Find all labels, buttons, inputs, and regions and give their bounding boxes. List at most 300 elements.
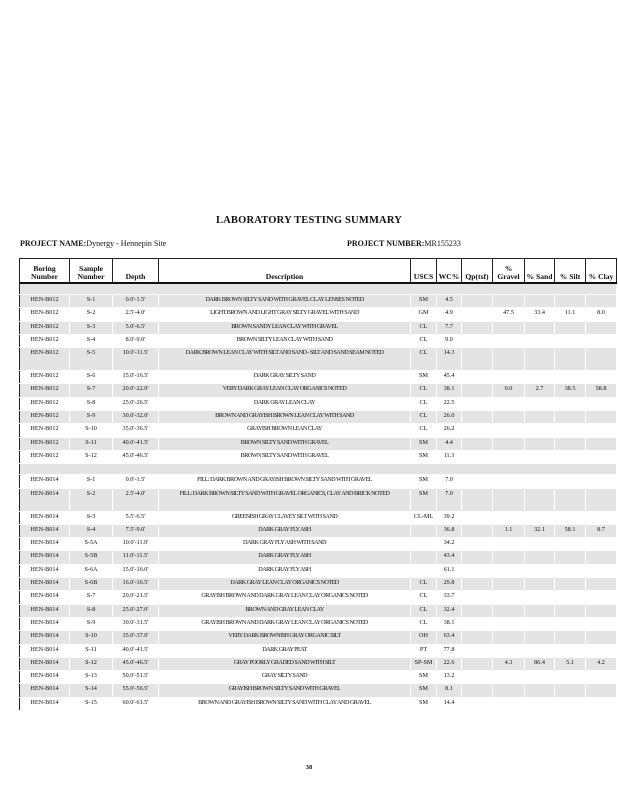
qp-tsf-cell	[462, 334, 493, 347]
clay-pct-cell	[586, 564, 617, 577]
boring-number-cell: HEN-B014	[20, 671, 70, 684]
gravel-pct-cell	[493, 511, 525, 524]
water-content-cell: 4.9	[437, 308, 462, 321]
qp-tsf-cell	[462, 671, 493, 684]
gravel-pct-cell	[493, 488, 525, 511]
water-content-cell: 26.2	[437, 424, 462, 437]
water-content-cell: 33.7	[437, 591, 462, 604]
sample-number-cell: S-2	[70, 308, 113, 321]
clay-pct-cell	[586, 450, 617, 463]
page-number: 38	[305, 764, 313, 771]
clay-pct-cell	[586, 348, 617, 371]
col-header-depth: Depth	[113, 259, 159, 284]
gravel-pct-cell	[493, 411, 525, 424]
uscs-cell: CL	[411, 411, 437, 424]
sample-number-cell: S-10	[70, 424, 113, 437]
sand-pct-cell	[525, 591, 555, 604]
description-cell: BROWN AND GRAY LEAN CLAY	[159, 604, 411, 617]
uscs-cell: SM	[411, 488, 437, 511]
uscs-cell: CL	[411, 321, 437, 334]
project-name	[20, 239, 166, 248]
sample-number-cell: S-9	[70, 617, 113, 630]
depth-cell: 15.0'-16.5'	[113, 371, 159, 384]
gravel-pct-cell	[493, 578, 525, 591]
table-row	[20, 657, 617, 670]
gravel-pct-cell: 47.5	[493, 308, 525, 321]
qp-tsf-cell	[462, 348, 493, 371]
sample-number-cell: S-8	[70, 604, 113, 617]
clay-pct-cell	[586, 551, 617, 564]
description-cell: BROWN SILTY SAND WITH GRAVEL	[159, 450, 411, 463]
sample-number-cell: S-13	[70, 671, 113, 684]
water-content-cell: 13.2	[437, 671, 462, 684]
sand-pct-cell	[525, 631, 555, 644]
depth-cell: 45.0'-46.5'	[113, 657, 159, 670]
table-row	[20, 578, 617, 591]
description-cell: GRAYISH BROWN AND DARK GRAY LEAN CLAY ORGANICS NOTED	[159, 617, 411, 630]
clay-pct-cell	[586, 437, 617, 450]
gravel-pct-cell	[493, 631, 525, 644]
table-spacer-row	[20, 464, 617, 475]
silt-pct-cell	[555, 604, 586, 617]
sand-pct-cell	[525, 564, 555, 577]
qp-tsf-cell	[462, 538, 493, 551]
depth-cell: 5.5'-6.5'	[113, 511, 159, 524]
boring-number-cell: HEN-B012	[20, 450, 70, 463]
sample-number-cell: S-12	[70, 657, 113, 670]
boring-number-cell: HEN-B014	[20, 697, 70, 710]
silt-pct-cell	[555, 450, 586, 463]
sample-number-cell: S-6A	[70, 564, 113, 577]
description-cell: DARK GRAY FLY ASH	[159, 551, 411, 564]
table-row	[20, 591, 617, 604]
table-row	[20, 488, 617, 511]
water-content-cell: 61.1	[437, 564, 462, 577]
description-cell: BROWN SILTY LEAN CLAY WITH SAND	[159, 334, 411, 347]
gravel-pct-cell: 1.1	[493, 524, 525, 537]
silt-pct-cell	[555, 475, 586, 488]
boring-number-cell: HEN-B012	[20, 371, 70, 384]
col-header-qp: Qp(tsf)	[462, 259, 493, 284]
depth-cell: 25.0'-26.5'	[113, 397, 159, 410]
uscs-cell	[411, 538, 437, 551]
table-body	[20, 283, 617, 711]
uscs-cell: CL	[411, 334, 437, 347]
gravel-pct-cell	[493, 437, 525, 450]
water-content-cell: 36.8	[437, 524, 462, 537]
sample-number-cell: S-4	[70, 524, 113, 537]
clay-pct-cell	[586, 424, 617, 437]
gravel-pct-cell	[493, 604, 525, 617]
clay-pct-cell: 4.2	[586, 657, 617, 670]
depth-cell: 30.0'-32.0'	[113, 411, 159, 424]
project-number	[347, 239, 461, 248]
spacer-cell	[20, 464, 617, 475]
boring-number-cell: HEN-B014	[20, 617, 70, 630]
table-row	[20, 617, 617, 630]
description-cell: BROWN AND GRAYISH BROWN SILTY SAND WITH CLAY AND GRAVEL	[159, 697, 411, 710]
silt-pct-cell	[555, 671, 586, 684]
qp-tsf-cell	[462, 657, 493, 670]
description-cell: BROWN AND GRAYISH BROWN LEAN CLAY WITH SAND	[159, 411, 411, 424]
qp-tsf-cell	[462, 437, 493, 450]
depth-cell: 7.5'-9.0'	[113, 524, 159, 537]
qp-tsf-cell	[462, 424, 493, 437]
sand-pct-cell	[525, 321, 555, 334]
table-row	[20, 384, 617, 397]
table-row	[20, 684, 617, 697]
sand-pct-cell: 2.7	[525, 384, 555, 397]
depth-cell: 5.0'-6.5'	[113, 321, 159, 334]
boring-number-cell: HEN-B012	[20, 437, 70, 450]
clay-pct-cell	[586, 334, 617, 347]
silt-pct-cell	[555, 397, 586, 410]
uscs-cell	[411, 551, 437, 564]
water-content-cell: 26.0	[437, 411, 462, 424]
uscs-cell: PT	[411, 644, 437, 657]
table-row	[20, 334, 617, 347]
qp-tsf-cell	[462, 321, 493, 334]
sample-number-cell: S-5A	[70, 538, 113, 551]
qp-tsf-cell	[462, 604, 493, 617]
clay-pct-cell	[586, 684, 617, 697]
qp-tsf-cell	[462, 551, 493, 564]
table-row	[20, 551, 617, 564]
silt-pct-cell	[555, 697, 586, 710]
uscs-cell: CL	[411, 617, 437, 630]
water-content-cell: 7.0	[437, 488, 462, 511]
water-content-cell: 63.4	[437, 631, 462, 644]
sand-pct-cell	[525, 397, 555, 410]
boring-number-cell: HEN-B012	[20, 308, 70, 321]
qp-tsf-cell	[462, 578, 493, 591]
qp-tsf-cell	[462, 524, 493, 537]
uscs-cell: SM	[411, 697, 437, 710]
sand-pct-cell	[525, 334, 555, 347]
clay-pct-cell	[586, 631, 617, 644]
sand-pct-cell	[525, 488, 555, 511]
qp-tsf-cell	[462, 295, 493, 308]
water-content-cell: 39.2	[437, 511, 462, 524]
water-content-cell: 11.3	[437, 450, 462, 463]
sample-number-cell: S-4	[70, 334, 113, 347]
water-content-cell: 7.0	[437, 475, 462, 488]
uscs-cell: SM	[411, 295, 437, 308]
sample-number-cell: S-1	[70, 295, 113, 308]
depth-cell: 2.5'-4.0'	[113, 488, 159, 511]
description-cell: DARK GRAY SILTY SAND	[159, 371, 411, 384]
clay-pct-cell	[586, 295, 617, 308]
silt-pct-cell	[555, 488, 586, 511]
depth-cell: 30.0'-31.5'	[113, 617, 159, 630]
silt-pct-cell	[555, 437, 586, 450]
description-cell: BROWN SILTY SAND WITH GRAVEL	[159, 437, 411, 450]
qp-tsf-cell	[462, 631, 493, 644]
description-cell: VERY DARK GRAY LEAN CLAY ORGANICS NOTED	[159, 384, 411, 397]
clay-pct-cell	[586, 591, 617, 604]
boring-number-cell: HEN-B014	[20, 538, 70, 551]
clay-pct-cell	[586, 321, 617, 334]
water-content-cell: 32.4	[437, 604, 462, 617]
depth-cell: 50.0'-51.5'	[113, 671, 159, 684]
col-header-sample: Sample Number	[70, 259, 113, 284]
silt-pct-cell: 38.5	[555, 384, 586, 397]
gravel-pct-cell	[493, 295, 525, 308]
uscs-cell: SM	[411, 475, 437, 488]
uscs-cell: CL	[411, 348, 437, 371]
sand-pct-cell	[525, 424, 555, 437]
gravel-pct-cell	[493, 348, 525, 371]
table-row	[20, 321, 617, 334]
sample-number-cell: S-7	[70, 384, 113, 397]
gravel-pct-cell	[493, 450, 525, 463]
table-row	[20, 437, 617, 450]
clay-pct-cell	[586, 397, 617, 410]
uscs-cell: SP-SM	[411, 657, 437, 670]
description-cell: DARK GRAY FLY ASH	[159, 524, 411, 537]
sand-pct-cell	[525, 697, 555, 710]
description-cell: FILL: DARK BROWN SILTY SAND WITH GRAVEL ORGANICS, CLAY AND BRICK NOTED	[159, 488, 411, 511]
table-spacer-row	[20, 283, 617, 295]
gravel-pct-cell	[493, 617, 525, 630]
water-content-cell: 22.6	[437, 657, 462, 670]
uscs-cell: SM	[411, 684, 437, 697]
sample-number-cell: S-7	[70, 591, 113, 604]
sample-number-cell: S-5B	[70, 551, 113, 564]
qp-tsf-cell	[462, 450, 493, 463]
table-row	[20, 397, 617, 410]
sample-number-cell: S-14	[70, 684, 113, 697]
qp-tsf-cell	[462, 308, 493, 321]
boring-number-cell: HEN-B014	[20, 564, 70, 577]
depth-cell: 25.0'-27.0'	[113, 604, 159, 617]
qp-tsf-cell	[462, 384, 493, 397]
silt-pct-cell: 58.1	[555, 524, 586, 537]
description-cell: GRAYISH BROWN AND DARK GRAY LEAN CLAY ORGANICS NOTED	[159, 591, 411, 604]
sand-pct-cell	[525, 348, 555, 371]
boring-number-cell: HEN-B014	[20, 591, 70, 604]
depth-cell: 55.0'-56.5'	[113, 684, 159, 697]
silt-pct-cell	[555, 591, 586, 604]
depth-cell: 35.0'-36.5'	[113, 424, 159, 437]
boring-number-cell: HEN-B014	[20, 684, 70, 697]
clay-pct-cell	[586, 604, 617, 617]
depth-cell: 8.0'-9.0'	[113, 334, 159, 347]
gravel-pct-cell	[493, 697, 525, 710]
depth-cell: 10.0'-11.0'	[113, 538, 159, 551]
qp-tsf-cell	[462, 564, 493, 577]
gravel-pct-cell	[493, 551, 525, 564]
qp-tsf-cell	[462, 397, 493, 410]
table-row	[20, 631, 617, 644]
depth-cell: 20.0'-21.5'	[113, 591, 159, 604]
sample-number-cell: S-12	[70, 450, 113, 463]
description-cell: DARK GRAY PEAT	[159, 644, 411, 657]
boring-number-cell: HEN-B014	[20, 551, 70, 564]
uscs-cell: CL	[411, 397, 437, 410]
table-row	[20, 475, 617, 488]
boring-number-cell: HEN-B012	[20, 411, 70, 424]
qp-tsf-cell	[462, 684, 493, 697]
silt-pct-cell	[555, 511, 586, 524]
table-row	[20, 371, 617, 384]
table-row	[20, 604, 617, 617]
silt-pct-cell	[555, 424, 586, 437]
gravel-pct-cell	[493, 397, 525, 410]
description-cell: GRAY POORLY GRADED SAND WITH SILT	[159, 657, 411, 670]
depth-cell: 10.0'-11.5'	[113, 348, 159, 371]
clay-pct-cell	[586, 538, 617, 551]
depth-cell: 15.0'-16.0'	[113, 564, 159, 577]
silt-pct-cell	[555, 564, 586, 577]
boring-number-cell: HEN-B014	[20, 524, 70, 537]
sand-pct-cell	[525, 450, 555, 463]
uscs-cell: CL	[411, 604, 437, 617]
water-content-cell: 38.1	[437, 384, 462, 397]
water-content-cell: 9.0	[437, 334, 462, 347]
gravel-pct-cell	[493, 371, 525, 384]
clay-pct-cell: 58.8	[586, 384, 617, 397]
qp-tsf-cell	[462, 697, 493, 710]
clay-pct-cell	[586, 511, 617, 524]
description-cell: GRAY SILTY SAND	[159, 671, 411, 684]
sand-pct-cell	[525, 578, 555, 591]
silt-pct-cell: 5.1	[555, 657, 586, 670]
sand-pct-cell	[525, 684, 555, 697]
gravel-pct-cell	[493, 591, 525, 604]
depth-cell: 40.0'-41.5'	[113, 644, 159, 657]
boring-number-cell: HEN-B012	[20, 384, 70, 397]
gravel-pct-cell	[493, 321, 525, 334]
sample-number-cell: S-15	[70, 697, 113, 710]
sample-number-cell: S-10	[70, 631, 113, 644]
boring-number-cell: HEN-B012	[20, 424, 70, 437]
depth-cell: 0.0'-1.5'	[113, 475, 159, 488]
water-content-cell: 34.2	[437, 538, 462, 551]
silt-pct-cell	[555, 551, 586, 564]
silt-pct-cell	[555, 295, 586, 308]
gravel-pct-cell	[493, 671, 525, 684]
water-content-cell: 4.5	[437, 295, 462, 308]
gravel-pct-cell	[493, 424, 525, 437]
boring-number-cell: HEN-B012	[20, 295, 70, 308]
sample-number-cell: S-6B	[70, 578, 113, 591]
boring-number-cell: HEN-B012	[20, 397, 70, 410]
clay-pct-cell	[586, 697, 617, 710]
sand-pct-cell	[525, 411, 555, 424]
clay-pct-cell	[586, 371, 617, 384]
table-row	[20, 450, 617, 463]
water-content-cell: 7.7	[437, 321, 462, 334]
sand-pct-cell	[525, 671, 555, 684]
water-content-cell: 14.3	[437, 348, 462, 371]
col-header-boring: Boring Number	[20, 259, 70, 284]
qp-tsf-cell	[462, 475, 493, 488]
clay-pct-cell	[586, 617, 617, 630]
depth-cell: 2.5'-4.0'	[113, 308, 159, 321]
uscs-cell: OH	[411, 631, 437, 644]
qp-tsf-cell	[462, 617, 493, 630]
project-name-value: Dynergy - Hennepin Site	[86, 239, 167, 248]
sand-pct-cell: 32.1	[525, 524, 555, 537]
table-row	[20, 511, 617, 524]
gravel-pct-cell	[493, 644, 525, 657]
gravel-pct-cell: 4.3	[493, 657, 525, 670]
sand-pct-cell	[525, 475, 555, 488]
silt-pct-cell	[555, 644, 586, 657]
sand-pct-cell: 33.4	[525, 308, 555, 321]
uscs-cell: SM	[411, 671, 437, 684]
col-header-description: Description	[159, 259, 411, 284]
boring-number-cell: HEN-B014	[20, 578, 70, 591]
gravel-pct-cell	[493, 475, 525, 488]
silt-pct-cell	[555, 334, 586, 347]
table-row	[20, 644, 617, 657]
boring-number-cell: HEN-B014	[20, 657, 70, 670]
description-cell: DARK BROWN LEAN CLAY WITH SILT AND SAND - SILT AND SAND SEAM NOTED	[159, 348, 411, 371]
uscs-cell: SM	[411, 437, 437, 450]
uscs-cell: CL	[411, 578, 437, 591]
qp-tsf-cell	[462, 591, 493, 604]
boring-number-cell: HEN-B014	[20, 511, 70, 524]
project-number-label: PROJECT NUMBER:	[347, 239, 425, 248]
gravel-pct-cell	[493, 334, 525, 347]
description-cell: GRAYISH BROWN LEAN CLAY	[159, 424, 411, 437]
table-row	[20, 424, 617, 437]
qp-tsf-cell	[462, 644, 493, 657]
sand-pct-cell	[525, 538, 555, 551]
table-row	[20, 524, 617, 537]
description-cell: DARK GRAY FLY ASH WITH SAND	[159, 538, 411, 551]
boring-number-cell: HEN-B012	[20, 334, 70, 347]
qp-tsf-cell	[462, 371, 493, 384]
water-content-cell: 29.8	[437, 578, 462, 591]
col-header-clay: % Clay	[586, 259, 617, 284]
clay-pct-cell	[586, 475, 617, 488]
sand-pct-cell	[525, 551, 555, 564]
sample-number-cell: S-5	[70, 348, 113, 371]
silt-pct-cell	[555, 631, 586, 644]
sand-pct-cell	[525, 617, 555, 630]
sample-number-cell: S-1	[70, 475, 113, 488]
table-row	[20, 538, 617, 551]
uscs-cell: GM	[411, 308, 437, 321]
table-row	[20, 697, 617, 710]
description-cell: DARK GRAY LEAN CLAY ORGANICS NOTED	[159, 578, 411, 591]
qp-tsf-cell	[462, 488, 493, 511]
description-cell: LIGHT BROWN AND LIGHT GRAY SILTY GRAVEL WITH SAND	[159, 308, 411, 321]
boring-number-cell: HEN-B014	[20, 475, 70, 488]
col-header-sand: % Sand	[525, 259, 555, 284]
table-row	[20, 564, 617, 577]
col-header-uscs: USCS	[411, 259, 437, 284]
table-row	[20, 295, 617, 308]
water-content-cell: 45.4	[437, 371, 462, 384]
sand-pct-cell	[525, 604, 555, 617]
clay-pct-cell: 8.0	[586, 308, 617, 321]
lab-summary-table	[19, 258, 617, 711]
qp-tsf-cell	[462, 411, 493, 424]
description-cell: BROWN SANDY LEAN CLAY WITH GRAVEL	[159, 321, 411, 334]
description-cell: DARK GRAY FLY ASH	[159, 564, 411, 577]
water-content-cell: 38.1	[437, 617, 462, 630]
col-header-silt: % Silt	[555, 259, 586, 284]
boring-number-cell: HEN-B014	[20, 644, 70, 657]
description-cell: GREENISH GRAY CLAYEY SILT WITH SAND	[159, 511, 411, 524]
depth-cell: 60.0'-61.5'	[113, 697, 159, 710]
clay-pct-cell: 8.7	[586, 524, 617, 537]
silt-pct-cell	[555, 578, 586, 591]
